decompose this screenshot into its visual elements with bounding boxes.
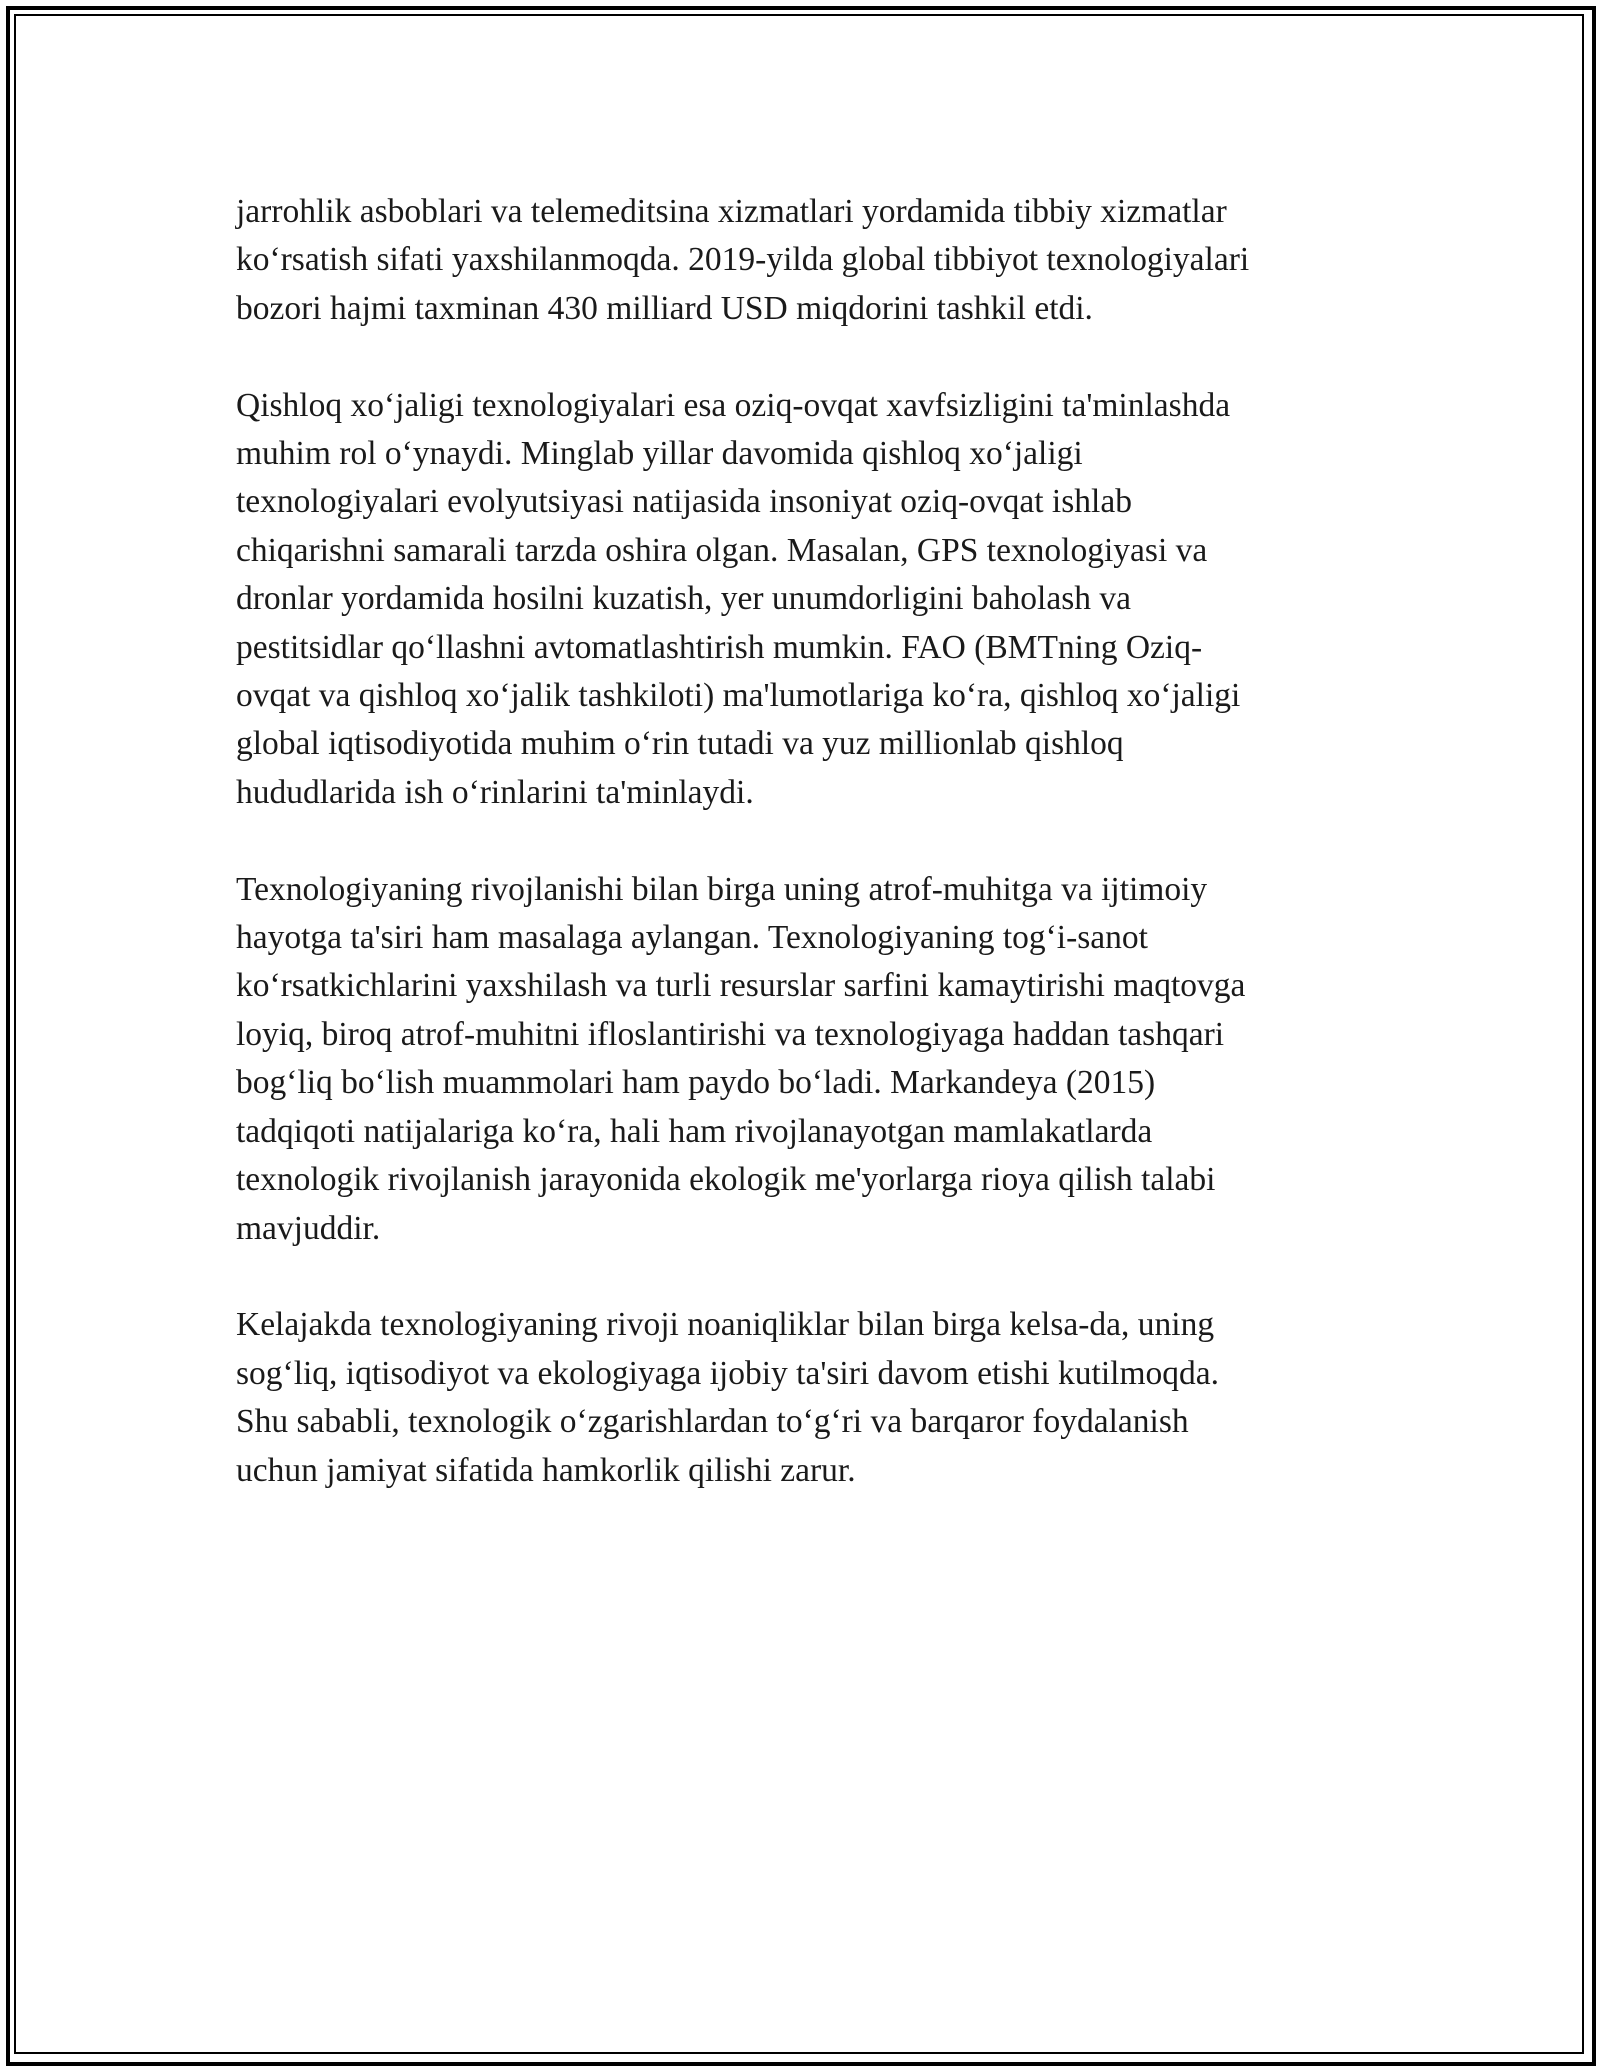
paragraph-future-outlook: Kelajakda texnologiyaning rivoji noaniqliklar bilan birga kelsa-da, uning sogʻliq, iqtisodiyot va ekologiyaga ijobiy ta'siri davom etishi kutilmoqda. Shu sababli, texnologik oʻzgarishlardan toʻgʻri va barqaror foydalanish uchun jamiyat sifatida hamkorlik qilishi zarur. xyxy=(236,1306,1220,1489)
paragraph-agriculture-technology: Qishloq xoʻjaligi texnologiyalari esa oziq-ovqat xavfsizligini ta'minlashda muhim rol oʻynaydi. Minglab yillar davomida qishloq xoʻjaligi texnologiyalari evolyutsiyasi natijasida insoniyat oziq-ovqat ishlab chiqarishni samarali tarzda oshira olgan. Masalan, GPS texnologiyasi va dronlar yordamida hosilni kuzatish, yer unumdorligini baholash va pestitsidlar qoʻllashni avtomatlashtirish mumkin. FAO (BMTning Oziq- ovqat va qishloq xoʻjalik tashkiloti) ma'lumotlariga koʻra, qishloq xoʻjaligi global iqtisodiyotida muhim oʻrin tutadi va yuz millionlab qishloq hududlarida ish oʻrinlarini ta'minlaydi. xyxy=(236,386,1241,811)
document-body xyxy=(236,188,1356,1495)
paragraph-medical-technology: jarrohlik asboblari va telemeditsina xizmatlari yordamida tibbiy xizmatlar koʻrsatish sifati yaxshilanmoqda. 2019-yilda global tibbiyot texnologiyalari bozori hajmi taxminan 430 milliard USD miqdorini tashkil etdi. xyxy=(236,193,1250,327)
paragraph-environmental-impact: Texnologiyaning rivojlanishi bilan birga uning atrof-muhitga va ijtimoiy hayotga ta'siri ham masalaga aylangan. Texnologiyaning togʻi-sanot koʻrsatkichlarini yaxshilash va turli resurslar sarfini kamaytirishi maqtovga loyiq, biroq atrof-muhitni ifloslantirishi va texnologiyaga haddan tashqari bogʻliq boʻlish muammolari ham paydo boʻladi. Markandeya (2015) tadqiqoti natijalariga koʻra, hali ham rivojlanayotgan mamlakatlarda texnologik rivojlanish jarayonida ekologik me'yorlarga rioya qilish talabi mavjuddir. xyxy=(236,870,1246,1247)
